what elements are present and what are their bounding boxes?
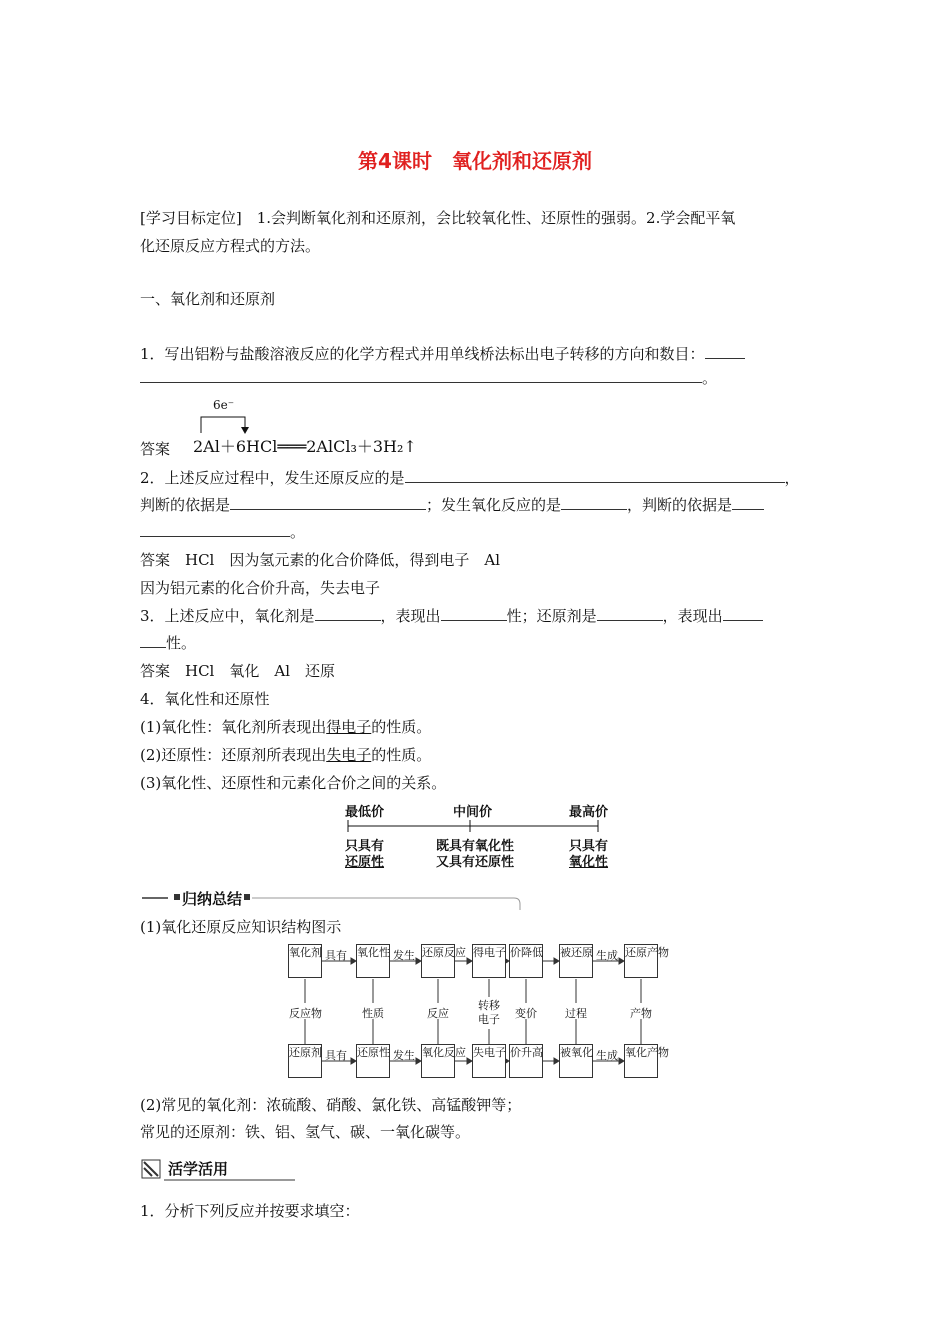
- flow-box-reduction-product: 还原产物: [624, 944, 658, 978]
- summary-p3: 常见的还原剂：铁、铝、氢气、碳、一氧化碳等。: [140, 1123, 471, 1141]
- q1-blank-a[interactable]: [705, 344, 745, 359]
- q3-blank-e[interactable]: [140, 633, 166, 648]
- q3-line2: 性。: [140, 632, 196, 653]
- q2-line2: 判断的依据是 ；发生氧化反应的是 ，判断的依据是: [140, 494, 764, 515]
- q4-title: 4．氧化性和还原性: [140, 690, 270, 708]
- q2-blank-e[interactable]: [140, 522, 290, 537]
- flow-top-arrow-undergo: 发生: [393, 949, 415, 962]
- valence-low: 最低价: [345, 805, 385, 820]
- flow-bottom-arrow-undergo: 发生: [393, 1049, 415, 1062]
- valence-mid: 中间价: [453, 805, 493, 820]
- flow-mid-reactant: 反应物: [289, 1007, 322, 1020]
- flow-mid-transfer-electrons: 转移电子: [478, 999, 500, 1026]
- summary-heading: 归纳总结: [182, 890, 243, 908]
- flow-box-reducing: 还原性: [356, 1044, 390, 1078]
- q2-blank-b[interactable]: [230, 495, 426, 510]
- q3-line1: 3．上述反应中，氧化剂是 ，表现出 性；还原剂是 ，表现出: [140, 605, 763, 626]
- q2-answer1: 答案 HCl 因为氢元素的化合价降低，得到电子 Al: [140, 551, 500, 569]
- flow-box-oxidation-product: 氧化产物: [624, 1044, 658, 1078]
- flow-mid-process: 过程: [565, 1007, 587, 1020]
- flow-box-valence-up: 价升高: [509, 1044, 543, 1078]
- flow-box-reductant: 还原剂: [288, 1044, 322, 1078]
- valence-high-b: 氧化性: [569, 855, 609, 870]
- flow-bottom-arrow-has: 具有: [325, 1049, 347, 1062]
- q1-electrons: 6e⁻: [213, 398, 235, 412]
- q1-blank-b[interactable]: [140, 368, 702, 383]
- flow-box-oxidation-reaction: 氧化反应: [421, 1044, 455, 1078]
- valence-low-a: 只具有: [345, 839, 385, 854]
- flow-mid-reaction: 反应: [427, 1007, 449, 1020]
- q2-blank-c[interactable]: [561, 495, 627, 510]
- page-title: 第4课时 氧化剂和还原剂: [358, 149, 592, 173]
- section-heading: 一、氧化剂和还原剂: [140, 290, 276, 308]
- q3-blank-d[interactable]: [723, 606, 763, 621]
- objective-line1: [学习目标定位] 1.会判断氧化剂和还原剂，会比较氧化性、还原性的强弱。2.学会配平氧: [140, 209, 736, 227]
- q2-line3: 。: [140, 521, 305, 542]
- valence-axis: [340, 818, 610, 834]
- single-bridge-arrow: [195, 411, 255, 435]
- flow-box-valence-down: 价降低: [509, 944, 543, 978]
- q4-p1: (1)氧化性：氧化剂所表现出得电子的性质。: [140, 718, 432, 736]
- q1-answer-label: 答案: [140, 440, 171, 458]
- knowledge-structure-diagram: [285, 943, 669, 1083]
- q3-blank-b[interactable]: [441, 606, 507, 621]
- flow-bottom-arrow-form: 生成: [596, 1049, 618, 1062]
- flow-box-reduced: 被还原: [559, 944, 593, 978]
- q4-p2: (2)还原性：还原剂所表现出失电子的性质。: [140, 746, 432, 764]
- flow-box-reduction-reaction: 还原反应: [421, 944, 455, 978]
- flow-box-lose-electrons: 失电子: [472, 1044, 506, 1078]
- objective-line2: 化还原反应方程式的方法。: [140, 237, 321, 255]
- flow-box-oxidant: 氧化剂: [288, 944, 322, 978]
- valence-high-a: 只具有: [569, 839, 609, 854]
- q2-blank-a[interactable]: [405, 468, 785, 483]
- flow-top-arrow-has: 具有: [325, 949, 347, 962]
- q2-line1: 2．上述反应过程中，发生还原反应的是 ，: [140, 469, 800, 487]
- flow-box-oxidized: 被氧化: [559, 1044, 593, 1078]
- q2-blank-d[interactable]: [732, 495, 764, 510]
- q1-equation: 2Al＋6HCl═══2AlCl₃＋3H₂↑: [193, 437, 417, 456]
- flow-box-gain-electrons: 得电子: [472, 944, 506, 978]
- practice-heading: 活学活用: [168, 1160, 229, 1178]
- flow-mid-product: 产物: [630, 1007, 652, 1020]
- q4-p3: (3)氧化性、还原性和元素化合价之间的关系。: [140, 774, 447, 792]
- q3-blank-a[interactable]: [315, 606, 381, 621]
- valence-mid-b: 又具有还原性: [436, 855, 515, 870]
- q1-text-line2: 。: [140, 367, 717, 388]
- q3-blank-c[interactable]: [597, 606, 663, 621]
- flow-top-arrow-form: 生成: [596, 949, 618, 962]
- q2-answer2: 因为铝元素的化合价升高，失去电子: [140, 579, 381, 597]
- q3-answer: 答案 HCl 氧化 Al 还原: [140, 662, 335, 680]
- flow-box-oxidizing: 氧化性: [356, 944, 390, 978]
- valence-low-b: 还原性: [345, 855, 385, 870]
- flow-mid-property: 性质: [362, 1007, 384, 1020]
- summary-p1: (1)氧化还原反应知识结构图示: [140, 918, 342, 936]
- practice-q1: 1．分析下列反应并按要求填空：: [140, 1202, 360, 1220]
- valence-mid-a: 既具有氧化性: [436, 839, 515, 854]
- q1-text: 1．写出铝粉与盐酸溶液反应的化学方程式并用单线桥法标出电子转移的方向和数目：: [140, 343, 745, 364]
- summary-p2: (2)常见的氧化剂：浓硫酸、硝酸、氯化铁、高锰酸钾等；: [140, 1096, 522, 1114]
- valence-high: 最高价: [569, 805, 609, 820]
- flow-mid-valence-change: 变价: [515, 1007, 537, 1020]
